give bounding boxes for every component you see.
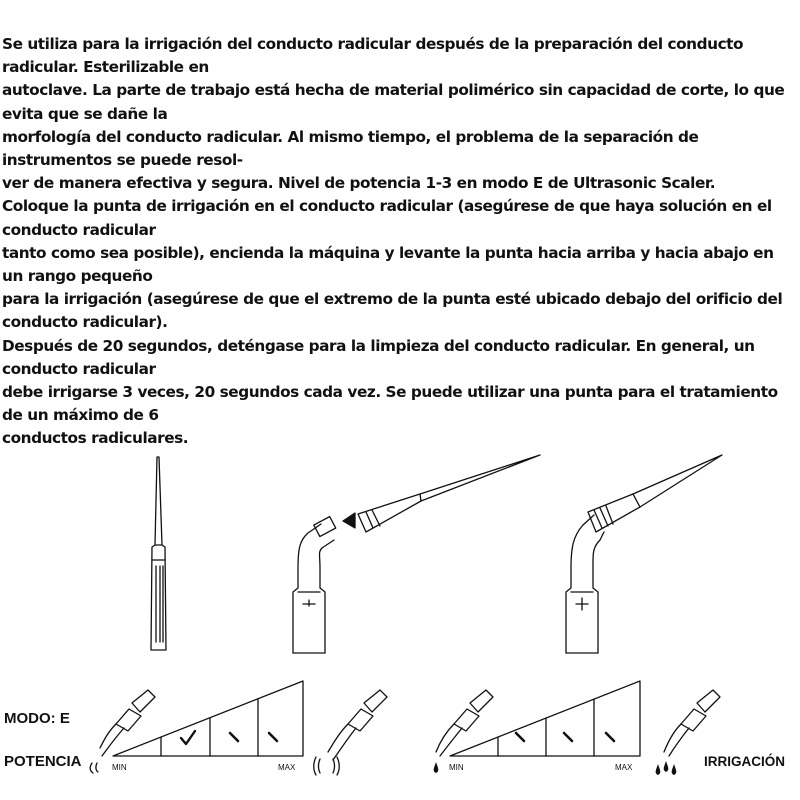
text-line: tanto como sea posible), encienda la máquina y levante la punta hacia arriba y hacia abajo en [2,243,774,262]
assembly-tip-illustration [293,455,540,653]
irrigation-min-label: MIN [449,763,464,772]
assembled-tip-illustration [566,455,722,653]
mode-label: MODO: E [4,710,70,727]
handpiece-icon [90,690,155,773]
text-line: Coloque la punta de irrigación en el conducto radicular (asegúrese de que haya solución en el [2,197,772,216]
level-mark [516,733,524,741]
text-line: morfología del conducto radicular. Al mismo tiempo, el problema de la separación de [2,127,699,146]
text-line: debe irrigarse 3 veces, 20 segundos cada vez. Se puede utilizar una punta para el tratamiento [2,383,778,402]
text-line: evita que se dañe la [2,104,168,123]
text-line: radicular. Esterilizable en [2,58,209,77]
text-line: conducto radicular [2,220,156,239]
droplets-icon [656,761,677,775]
text-line: autoclave. La parte de trabajo está hecha de material polimérico sin capacidad de corte, lo que [2,81,785,100]
check-icon [181,731,195,744]
handpiece-icon [314,690,387,775]
level-mark [230,733,238,741]
level-mark [564,733,572,741]
power-label: POTENCIA [4,753,82,770]
text-line: ver de manera efectiva y segura. Nivel de potencia 1-3 en modo E de Ultrasonic Scaler. [2,174,716,193]
level-mark [269,733,277,741]
text-line: conductos radiculares. [2,429,189,448]
irrigation-label: IRRIGACIÓN [704,754,785,769]
irrigation-scale [450,681,640,756]
text-line: para la irrigación (asegúrese de que el extremo de la punta esté ubicado debajo del orificio del [2,290,783,309]
irrigation-max-label: MAX [615,763,633,772]
power-max-label: MAX [278,763,296,772]
straight-tip-illustration [151,457,166,650]
power-min-label: MIN [112,763,127,772]
level-mark [606,733,614,741]
text-line: Se utiliza para la irrigación del conducto radicular después de la preparación del conducto [2,35,744,53]
handpiece-icon [436,690,493,756]
text-line: de un máximo de 6 [2,406,159,425]
text-line: instrumentos se puede resol- [2,151,243,170]
handpiece-icon [664,690,720,756]
text-line: conducto radicular). [2,313,168,332]
text-line: un rango pequeño [2,267,153,286]
droplet-icon [434,762,439,773]
power-scale [113,681,303,756]
text-line: Después de 20 segundos, deténgase para la limpieza del conducto radicular. En general, un [2,336,755,355]
text-line: conducto radicular [2,359,156,378]
